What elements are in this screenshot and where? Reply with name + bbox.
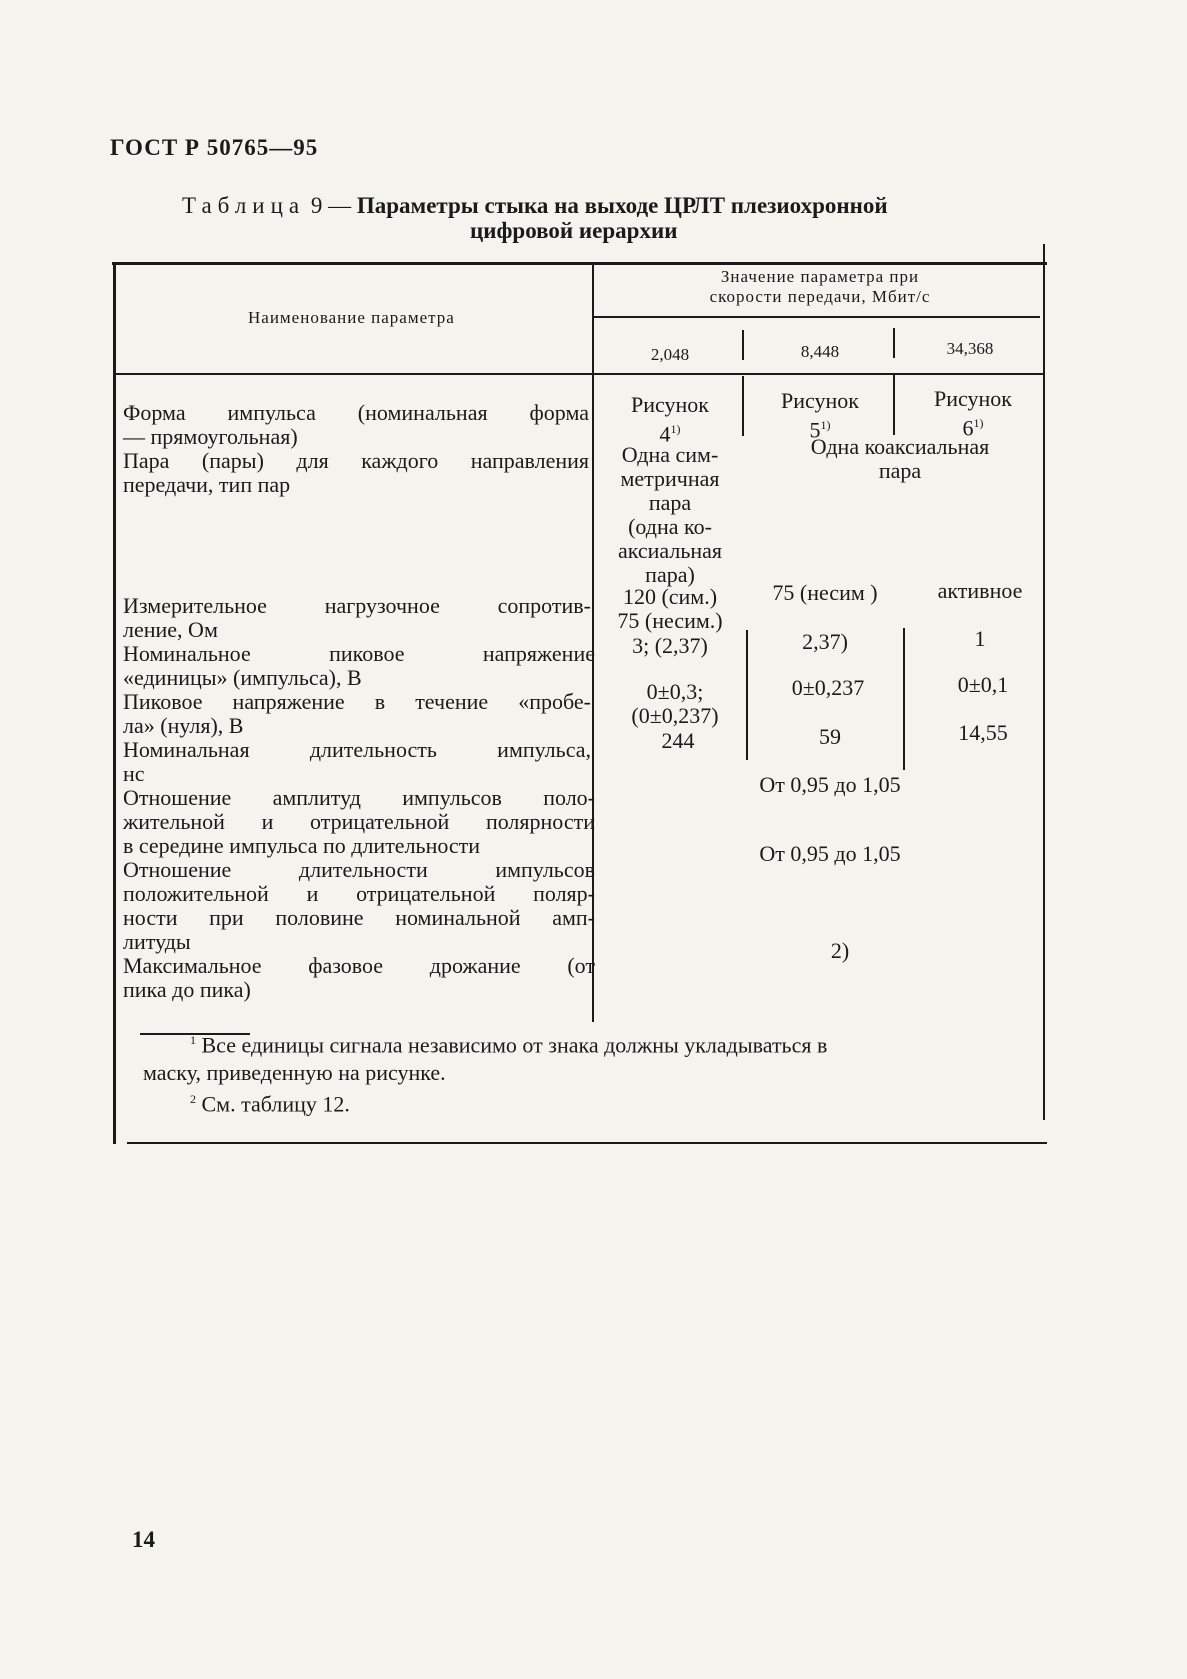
table-left-border (113, 264, 116, 1144)
speed-34368: 34,368 (946, 339, 994, 358)
value-divider-2-lower (903, 628, 905, 770)
speed-header-divider (594, 316, 1040, 318)
value-peak-voltage-34368: 1 (974, 626, 986, 651)
value-pulse-duration-2048: 244 (661, 728, 695, 753)
value-load-resistance-2048 (600, 585, 740, 633)
parameter-name-line: нс (123, 761, 145, 786)
parameter-name-line: Пиковое напряжение в течение «пробе- (123, 689, 591, 714)
value-line: (одна ко- (628, 514, 712, 539)
table-caption (182, 193, 888, 219)
parameter-name-line: Номинальное пиковое напряжение (123, 641, 595, 666)
value-load-resistance-34368: активное (937, 578, 1023, 603)
speed-2048: 2,048 (650, 345, 690, 364)
parameter-name-line: «единицы» (импульса), В (123, 665, 362, 690)
parameter-name-line: — прямоугольная) (123, 424, 298, 449)
value-line: Рисунок (934, 386, 1012, 411)
value-line: Одна сим- (621, 442, 719, 467)
value-load-resistance-8448: 75 (несим ) (772, 580, 878, 605)
value-pulse-form-2048 (600, 393, 740, 446)
parameter-name-row (123, 594, 591, 642)
value-line: 75 (несим.) (617, 608, 723, 633)
header-value-line1: Значение параметра при (720, 267, 920, 286)
figure-number: 4 (659, 421, 671, 447)
parameter-name-row (123, 786, 595, 858)
value-zero-voltage-8448: 0±0,237 (791, 675, 865, 700)
table-caption-title-line1: Параметры стыка на выходе ЦРЛТ плезиохронной (356, 193, 888, 218)
footnote-2 (190, 1086, 350, 1117)
value-pulse-duration-34368: 14,55 (958, 720, 1008, 745)
parameter-name-row (123, 401, 589, 449)
header-parameter-name: Наименование параметра (248, 308, 455, 327)
footnote-2-mark: 2 (190, 1092, 196, 1106)
value-pair-type-8448-34368 (760, 435, 1040, 483)
parameter-name-line: ности при половине номинальной амп- (123, 905, 595, 930)
parameter-name-line: Номинальная длительность импульса, (123, 737, 591, 762)
parameter-name-row (123, 858, 595, 954)
table-caption-label: Таблица (182, 193, 306, 218)
value-zero-voltage-34368: 0±0,1 (957, 672, 1009, 697)
value-line: Рисунок (781, 388, 859, 413)
parameter-name-line: в середине импульса по длительности (123, 833, 481, 858)
table-top-border (112, 262, 1047, 265)
parameter-name-line: положительной и отрицательной поляр- (123, 881, 595, 906)
value-zero-voltage-2048 (605, 680, 745, 728)
footnote-1-line2: маску, приведенную на рисунке. (143, 1060, 446, 1085)
parameter-name-line: Максимальное фазовое дрожание (от (123, 953, 595, 978)
speed-8448: 8,448 (800, 342, 840, 361)
parameter-name-line: передачи, тип пар (123, 472, 291, 497)
value-duration-ratio: От 0,95 до 1,05 (759, 841, 901, 866)
value-line: (0±0,237) (631, 703, 719, 728)
speed-divider-1 (742, 330, 744, 360)
value-line: 120 (сим.) (622, 584, 718, 609)
header-value-line2: скорости передачи, Мбит/с (709, 287, 931, 306)
parameter-name-line: ла» (нуля), В (123, 713, 244, 738)
value-peak-voltage-8448: 2,37) (802, 629, 848, 654)
value-line: Одна коаксиальная (810, 434, 990, 459)
page-number: 14 (132, 1527, 155, 1552)
speed-divider-2 (893, 328, 895, 358)
parameter-name-line: жительной и отрицательной полярности (123, 809, 595, 834)
value-pulse-duration-8448: 59 (819, 724, 841, 749)
table-caption-title-line2: цифровой иерархии (470, 218, 678, 243)
figure-number: 5 (809, 417, 821, 443)
parameter-name-line: Пара (пары) для каждого направления (123, 448, 589, 473)
footnote-1-line1 (190, 1027, 1045, 1058)
footnote-1-text: Все единицы сигнала независимо от знака должны укладываться в (201, 1032, 828, 1058)
footnote-ref: 1) (973, 416, 984, 430)
header-bottom-border (116, 373, 1043, 375)
value-line: пара (648, 490, 692, 515)
parameter-names-column-lower (123, 594, 593, 1002)
parameter-name-row (123, 449, 589, 497)
value-line: аксиальная (617, 538, 723, 563)
value-pulse-form-34368 (903, 387, 1043, 440)
parameter-name-row (123, 690, 591, 738)
value-phase-jitter: 2) (830, 938, 850, 963)
value-line: 0±0,3; (646, 679, 704, 704)
value-amplitude-ratio: От 0,95 до 1,05 (759, 772, 901, 797)
table-bottom-border (127, 1142, 1047, 1144)
parameter-name-row (123, 642, 595, 690)
document-code: ГОСТ Р 50765—95 (110, 135, 319, 160)
parameter-name-row (123, 738, 591, 786)
value-peak-voltage-2048: 3; (2,37) (632, 633, 708, 658)
value-line: пара (878, 458, 922, 483)
footnote-1-mark: 1 (190, 1033, 196, 1047)
parameter-name-line: Форма импульса (номинальная форма (123, 400, 589, 425)
parameter-name-line: пика до пика) (123, 977, 251, 1002)
parameter-name-line: ление, Ом (123, 617, 218, 642)
table-caption-number: 9 — (310, 193, 352, 218)
parameter-name-line: Отношение амплитуд импульсов поло- (123, 785, 595, 810)
footnote-ref: 1) (670, 422, 681, 436)
value-line: пара) (645, 562, 695, 587)
parameter-name-line: литуды (123, 929, 191, 954)
footnote-ref: 1) (820, 418, 831, 432)
value-pair-type-2048 (600, 443, 740, 587)
value-divider-1-top (742, 376, 744, 436)
parameter-name-row (123, 954, 595, 1002)
parameter-names-column (123, 401, 593, 497)
value-line: метричная (620, 466, 720, 491)
footnote-2-text: См. таблицу 12. (201, 1091, 350, 1117)
value-divider-2-top (893, 375, 895, 435)
parameter-name-line: Измерительное нагрузочное сопротив- (123, 593, 591, 618)
parameter-name-line: Отношение длительности импульсов (123, 857, 595, 882)
figure-number: 6 (962, 415, 974, 441)
value-line: Рисунок (631, 392, 709, 417)
